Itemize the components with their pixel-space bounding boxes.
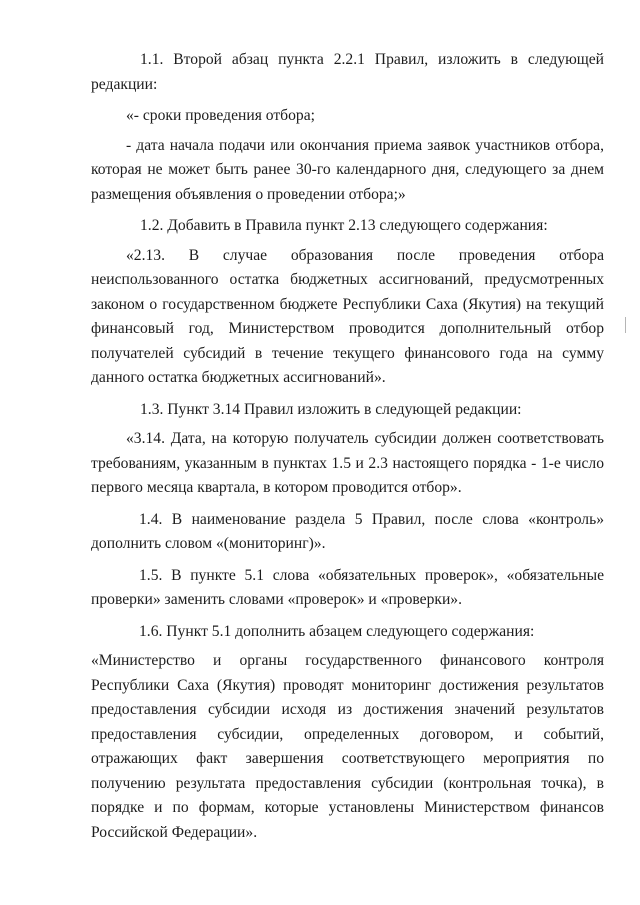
paragraph-1-6: 1.6. Пункт 5.1 дополнить абзацем следующего содержания: bbox=[139, 622, 535, 640]
quote-item-application-date: - дата начала подачи или окончания приема заявок участников отбора, которая не может быть ранее 30-го календарного дня, следующего за днем размещения объявления о проведении отбора;» bbox=[91, 136, 604, 203]
quote-item-3-14: «3.14. Дата, на которую получатель субсидии должен соответствовать требованиям, указанным в пунктах 1.5 и 2.3 настоящего порядка - 1-е число первого месяца квартала, в котором проводится отбор». bbox=[91, 430, 604, 496]
paragraph-1-5: 1.5. В пункте 5.1 слова «обязательных проверок», «обязательные проверки» заменить словами «проверок» и «проверки». bbox=[91, 566, 604, 608]
scan-margin-mark bbox=[625, 317, 626, 333]
quote-item-deadlines: «- сроки проведения отбора; bbox=[126, 107, 315, 124]
paragraph-1-3: 1.3. Пункт 3.14 Правил изложить в следующей редакции: bbox=[140, 400, 522, 418]
quote-item-monitoring: «Министерство и органы государственного финансового контроля Республики Саха (Якутия) проводят мониторинг достижения результатов предоставления субсидии исходя из достижения значений результатов предоставления субсидии, определенных договором, и событий, отражающих факт завершения соответствующего мероприятия по получению результата предоставления субсидии (контрольная точка), в порядке и по формам, которые установлены Министерством финансов Российской Федерации». bbox=[91, 652, 604, 841]
paragraph-1-1: 1.1. Второй абзац пункта 2.2.1 Правил, изложить в следующей редакции: bbox=[91, 51, 604, 93]
quote-item-2-13: «2.13. В случае образования после проведения отбора неиспользованного остатка бюджетных ассигнований, предусмотренных законом о государственном бюджете Республики Саха (Якутия) на текущий финансовый год, Министерством проводится дополнительный отбор получателей субсидий в течение текущего финансового года на сумму данного остатка бюджетных ассигнований». bbox=[91, 246, 604, 386]
paragraph-1-4: 1.4. В наименование раздела 5 Правил, после слова «контроль» дополнить словом «(мониторинг)». bbox=[91, 510, 604, 552]
document-body bbox=[91, 48, 604, 850]
paragraph-1-2: 1.2. Добавить в Правила пункт 2.13 следующего содержания: bbox=[140, 217, 548, 234]
